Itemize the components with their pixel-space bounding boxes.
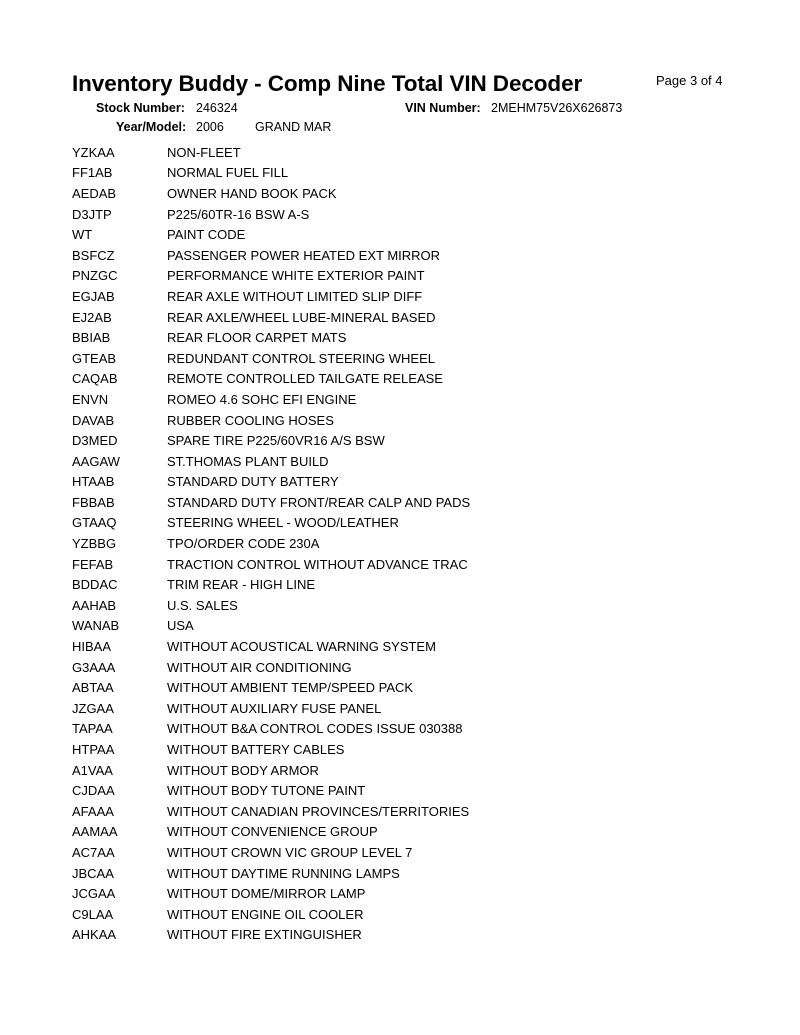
stock-number-label: Stock Number: xyxy=(96,101,185,115)
option-code: HTPAA xyxy=(72,742,115,758)
list-item xyxy=(72,327,470,348)
option-description: PAINT CODE xyxy=(167,227,246,243)
list-item xyxy=(72,780,470,801)
page-title: Inventory Buddy - Comp Nine Total VIN Decoder xyxy=(72,71,583,96)
option-description: REAR AXLE WITHOUT LIMITED SLIP DIFF xyxy=(167,288,423,304)
option-code: WT xyxy=(72,227,93,243)
list-item xyxy=(72,925,470,946)
option-description: WITHOUT CANADIAN PROVINCES/TERRITORIES xyxy=(167,803,470,819)
option-code: AAMAA xyxy=(72,824,118,840)
option-code: AC7AA xyxy=(72,844,115,860)
option-code: JBCAA xyxy=(72,865,114,881)
option-description: OWNER HAND BOOK PACK xyxy=(167,185,337,201)
list-item xyxy=(72,801,470,822)
option-description: WITHOUT BATTERY CABLES xyxy=(167,742,345,758)
option-description: STANDARD DUTY FRONT/REAR CALP AND PADS xyxy=(167,494,471,510)
option-description: WITHOUT BODY TUTONE PAINT xyxy=(167,783,366,799)
list-item xyxy=(72,492,470,513)
list-item xyxy=(72,472,470,493)
option-description: WITHOUT FIRE EXTINGUISHER xyxy=(167,927,362,943)
list-item xyxy=(72,142,470,163)
option-description: REMOTE CONTROLLED TAILGATE RELEASE xyxy=(167,371,443,387)
list-item xyxy=(72,183,470,204)
list-item xyxy=(72,574,470,595)
option-code: A1VAA xyxy=(72,762,113,778)
page-indicator: Page 3 of 4 xyxy=(656,73,723,88)
list-item xyxy=(72,698,470,719)
option-description: WITHOUT DOME/MIRROR LAMP xyxy=(167,886,366,902)
list-item xyxy=(72,307,470,328)
list-item xyxy=(72,533,470,554)
vin-number-label: VIN Number: xyxy=(405,101,481,115)
option-code: FBBAB xyxy=(72,494,115,510)
option-description: PERFORMANCE WHITE EXTERIOR PAINT xyxy=(167,268,425,284)
option-code: D3MED xyxy=(72,433,118,449)
option-code: YZBBG xyxy=(72,536,117,552)
option-code: HTAAB xyxy=(72,474,115,490)
option-description: ST.THOMAS PLANT BUILD xyxy=(167,453,329,469)
list-item xyxy=(72,430,470,451)
option-code: WANAB xyxy=(72,618,120,634)
option-description: WITHOUT ENGINE OIL COOLER xyxy=(167,906,364,922)
stock-number-value: 246324 xyxy=(196,101,238,115)
list-item xyxy=(72,224,470,245)
option-description: WITHOUT BODY ARMOR xyxy=(167,762,319,778)
option-code: CJDAA xyxy=(72,783,115,799)
option-description: USA xyxy=(167,618,194,634)
option-code: ABTAA xyxy=(72,680,114,696)
option-description: WITHOUT CROWN VIC GROUP LEVEL 7 xyxy=(167,844,413,860)
option-code: BSFCZ xyxy=(72,247,115,263)
option-description: TRACTION CONTROL WITHOUT ADVANCE TRAC xyxy=(167,556,468,572)
option-description: PASSENGER POWER HEATED EXT MIRROR xyxy=(167,247,441,263)
option-code: FF1AB xyxy=(72,165,113,181)
option-description: WITHOUT DAYTIME RUNNING LAMPS xyxy=(167,865,400,881)
list-item xyxy=(72,616,470,637)
list-item xyxy=(72,595,470,616)
list-item xyxy=(72,266,470,287)
option-description: REAR FLOOR CARPET MATS xyxy=(167,330,347,346)
vin-number-value: 2MEHM75V26X626873 xyxy=(491,101,623,115)
list-item xyxy=(72,286,470,307)
option-description: WITHOUT AIR CONDITIONING xyxy=(167,659,352,675)
year-value: 2006 xyxy=(196,120,224,134)
option-description: WITHOUT AMBIENT TEMP/SPEED PACK xyxy=(167,680,414,696)
option-code: BBIAB xyxy=(72,330,111,346)
option-code: ENVN xyxy=(72,391,109,407)
option-description: STEERING WHEEL - WOOD/LEATHER xyxy=(167,515,399,531)
option-description: NORMAL FUEL FILL xyxy=(167,165,289,181)
list-item xyxy=(72,657,470,678)
option-description: NON-FLEET xyxy=(167,144,241,160)
option-description: P225/60TR-16 BSW A-S xyxy=(167,206,310,222)
option-code: JZGAA xyxy=(72,700,114,716)
option-description: STANDARD DUTY BATTERY xyxy=(167,474,339,490)
option-description: WITHOUT B&A CONTROL CODES ISSUE 030388 xyxy=(167,721,463,737)
option-code: TAPAA xyxy=(72,721,113,737)
option-code: G3AAA xyxy=(72,659,116,675)
option-code: AHKAA xyxy=(72,927,117,943)
option-code: YZKAA xyxy=(72,144,115,160)
list-item xyxy=(72,739,470,760)
option-description: WITHOUT CONVENIENCE GROUP xyxy=(167,824,378,840)
option-code: HIBAA xyxy=(72,639,112,655)
option-description: ROMEO 4.6 SOHC EFI ENGINE xyxy=(167,391,357,407)
list-item xyxy=(72,822,470,843)
list-item xyxy=(72,677,470,698)
list-item xyxy=(72,348,470,369)
option-description: U.S. SALES xyxy=(167,597,238,613)
option-code: JCGAA xyxy=(72,886,116,902)
list-item xyxy=(72,369,470,390)
list-item xyxy=(72,163,470,184)
option-code: FEFAB xyxy=(72,556,114,572)
list-item xyxy=(72,513,470,534)
year-model-label: Year/Model: xyxy=(116,120,187,134)
list-item xyxy=(72,389,470,410)
model-value: GRAND MAR xyxy=(255,120,332,134)
list-item xyxy=(72,410,470,431)
list-item xyxy=(72,719,470,740)
list-item xyxy=(72,451,470,472)
option-description: TRIM REAR - HIGH LINE xyxy=(167,577,316,593)
option-code: EGJAB xyxy=(72,288,115,304)
option-description: REAR AXLE/WHEEL LUBE-MINERAL BASED xyxy=(167,309,436,325)
option-code: AAHAB xyxy=(72,597,117,613)
option-code: DAVAB xyxy=(72,412,115,428)
option-code: PNZGC xyxy=(72,268,118,284)
list-item xyxy=(72,760,470,781)
option-description: TPO/ORDER CODE 230A xyxy=(167,536,320,552)
list-item xyxy=(72,863,470,884)
option-description: WITHOUT ACOUSTICAL WARNING SYSTEM xyxy=(167,639,436,655)
option-code: AEDAB xyxy=(72,185,117,201)
option-code: AFAAA xyxy=(72,803,114,819)
option-code: AAGAW xyxy=(72,453,120,469)
option-code-list xyxy=(72,142,470,945)
list-item xyxy=(72,636,470,657)
option-description: WITHOUT AUXILIARY FUSE PANEL xyxy=(167,700,382,716)
option-description: RUBBER COOLING HOSES xyxy=(167,412,334,428)
list-item xyxy=(72,842,470,863)
list-item xyxy=(72,904,470,925)
option-code: C9LAA xyxy=(72,906,114,922)
option-code: GTEAB xyxy=(72,350,117,366)
option-description: REDUNDANT CONTROL STEERING WHEEL xyxy=(167,350,435,366)
list-item xyxy=(72,204,470,225)
list-item xyxy=(72,883,470,904)
option-code: EJ2AB xyxy=(72,309,112,325)
list-item xyxy=(72,554,470,575)
option-code: D3JTP xyxy=(72,206,112,222)
option-code: CAQAB xyxy=(72,371,118,387)
option-code: GTAAQ xyxy=(72,515,117,531)
list-item xyxy=(72,245,470,266)
option-code: BDDAC xyxy=(72,577,118,593)
option-description: SPARE TIRE P225/60VR16 A/S BSW xyxy=(167,433,385,449)
